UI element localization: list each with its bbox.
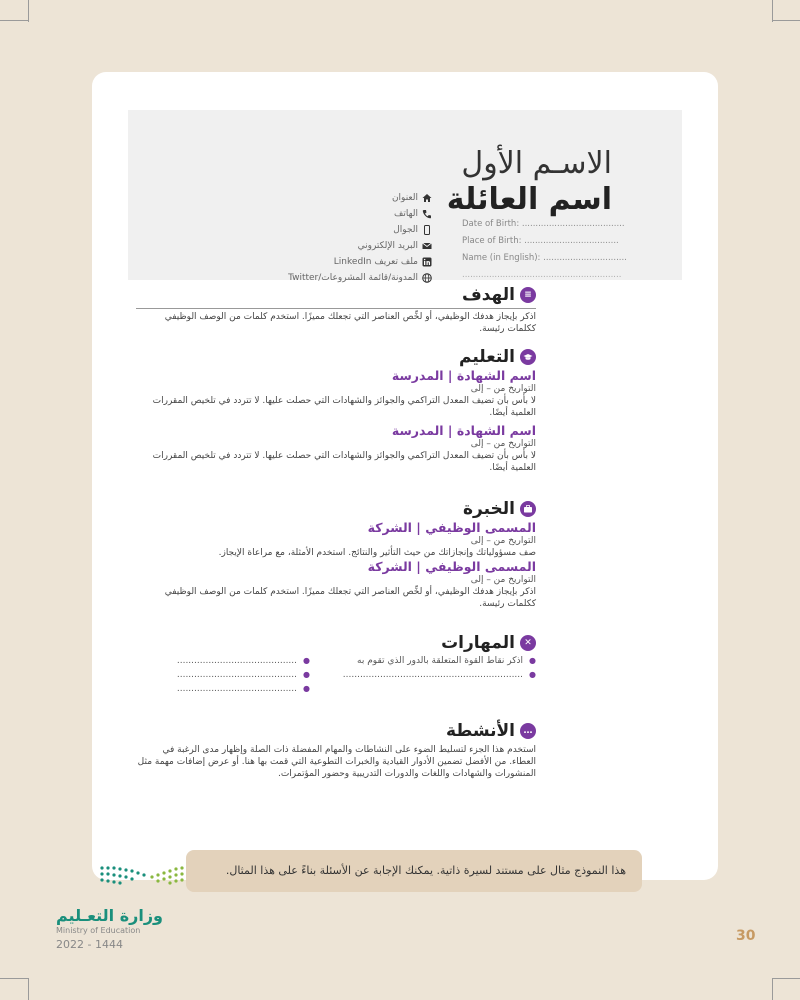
objective-text: اذكر بإيجاز هدفك الوظيفي، أو لخِّص العناصر التي تجعلك مميزًا. استخدم كلمات من الوصف الوظيفي ككلمات رئيسة. (164, 312, 536, 334)
linkedin-icon (422, 257, 432, 267)
graduation-cap-icon (520, 349, 536, 365)
place-of-birth: Place of Birth: ................................... (462, 236, 619, 246)
contact-label: العنوان (391, 193, 418, 203)
last-name: اسم العائلة (446, 182, 612, 217)
bullet-icon: ● (529, 656, 536, 665)
phone-icon (422, 209, 432, 219)
mobile-icon (422, 225, 432, 235)
experience-dates: التواريخ من – إلى (470, 536, 536, 546)
example-callout: هذا النموذج مثال على مستند لسيرة ذاتية. يمكنك الإجابة عن الأسئلة بناءً على هذا المثال. (186, 850, 642, 892)
skill-item (177, 684, 310, 694)
email-icon (422, 241, 432, 251)
crop-mark (28, 978, 29, 1000)
skill-item (343, 670, 536, 680)
crop-mark (772, 0, 773, 22)
crop-mark (0, 20, 28, 21)
crop-mark (772, 978, 773, 1000)
activities-title-text: الأنشطة (445, 721, 515, 741)
experience-dates: التواريخ من – إلى (470, 575, 536, 585)
skill-item (177, 656, 310, 666)
activities-title (136, 720, 536, 742)
contact-label: ملف تعريف LinkedIn (333, 257, 418, 267)
education-dates: التواريخ من – إلى (470, 384, 536, 394)
ministry-name-en: Ministry of Education (56, 926, 141, 935)
skill-text: .......................................... (176, 670, 298, 680)
briefcase-icon (520, 501, 536, 517)
name-in-english: Name (in English): ............................... (462, 253, 627, 263)
contact-linkedin (256, 254, 432, 270)
globe-icon (422, 273, 432, 283)
contact-list (256, 190, 432, 286)
experience-section (136, 498, 536, 610)
skills-title-text: المهارات (441, 633, 515, 653)
ministry-name-ar: وزارة التعـليم (56, 906, 163, 925)
edition-year: 2022 - 1444 (56, 938, 123, 951)
contact-label: المدونة/قائمة المشروعات/Twitter (288, 273, 418, 283)
experience-heading: المسمى الوظيفي | الشركة (367, 559, 536, 574)
page-number: 30 (736, 928, 756, 944)
bullet-icon: ● (303, 684, 310, 693)
skill-text: .......................................... (176, 684, 298, 694)
more-icon: … (520, 723, 536, 739)
date-of-birth: Date of Birth: ...................................... (462, 219, 625, 229)
objective-section (136, 284, 536, 335)
objective-title-text: الهدف (461, 285, 515, 305)
contact-email (256, 238, 432, 254)
crop-mark (772, 20, 800, 21)
contact-mobile (256, 222, 432, 238)
tools-icon: ✕ (520, 635, 536, 651)
skill-text: ............................................................... (342, 670, 524, 680)
contact-address (256, 190, 432, 206)
resume-header (128, 110, 682, 283)
ministry-logo-icon (96, 860, 188, 894)
crop-mark (772, 978, 800, 979)
education-text: لا بأس بأن تضيف المعدل التراكمي والجوائز والشهادات التي حصلت عليها. لا تتردد في تلخيص المقررات العلمية أيضًا. (152, 396, 536, 418)
contact-label: الجوال (393, 225, 418, 235)
contact-label: الهاتف (394, 209, 418, 219)
bullet-icon: ● (303, 670, 310, 679)
activities-text: استخدم هذا الجزء لتسليط الضوء على النشاطات والمهام المفضلة ذات الصلة وإظهار مدى الرغبة في العطاء. من الأفضل تضمين الأدوار القيادية والخبرات التطوعية التي قمت بها هنا. أو عرض إضافات مهمة مثل المنشورات والشهادات واللغات والدورات التدريبية وحضور المؤتمرات. (137, 745, 536, 779)
skills-section (136, 632, 536, 654)
education-section (136, 346, 536, 474)
experience-heading: المسمى الوظيفي | الشركة (367, 520, 536, 535)
contact-phone (256, 206, 432, 222)
education-text: لا بأس بأن تضيف المعدل التراكمي والجوائز والشهادات التي حصلت عليها. لا تتردد في تلخيص المقررات العلمية أيضًا. (152, 451, 536, 473)
blank-line: ........................................................... (462, 270, 622, 280)
skill-text: اذكر نقاط القوة المتعلقة بالدور الذي تقوم به (357, 656, 524, 666)
experience-title (136, 498, 536, 520)
objective-title (136, 284, 536, 306)
skill-item (177, 670, 310, 680)
crop-mark (28, 0, 29, 22)
home-icon (422, 193, 432, 203)
contact-label: البريد الإلكتروني (357, 241, 418, 251)
list-icon: ≡ (520, 287, 536, 303)
education-dates: التواريخ من – إلى (470, 439, 536, 449)
bullet-icon: ● (529, 670, 536, 679)
experience-text: صف مسؤولياتك وإنجازاتك من حيث التأثير والنتائج. استخدم الأمثلة، مع مراعاة الإيجاز. (218, 548, 536, 558)
first-name: الاسـم الأول (461, 146, 612, 181)
education-heading: اسم الشهادة | المدرسة (391, 423, 536, 438)
education-heading: اسم الشهادة | المدرسة (391, 368, 536, 383)
education-title-text: التعليم (459, 347, 515, 367)
name-block (447, 146, 612, 218)
bullet-icon: ● (303, 656, 310, 665)
crop-mark (0, 978, 28, 979)
personal-info (462, 216, 632, 284)
activities-section (136, 720, 536, 780)
skill-item (357, 656, 536, 666)
experience-title-text: الخبرة (462, 499, 515, 519)
divider (136, 308, 536, 309)
education-title (136, 346, 536, 368)
skills-title (136, 632, 536, 654)
skill-text: .......................................... (176, 656, 298, 666)
experience-text: اذكر بإيجاز هدفك الوظيفي، أو لخِّص العناصر التي تجعلك مميزًا. استخدم كلمات من الوصف الوظيفي ككلمات رئيسة. (164, 587, 536, 609)
